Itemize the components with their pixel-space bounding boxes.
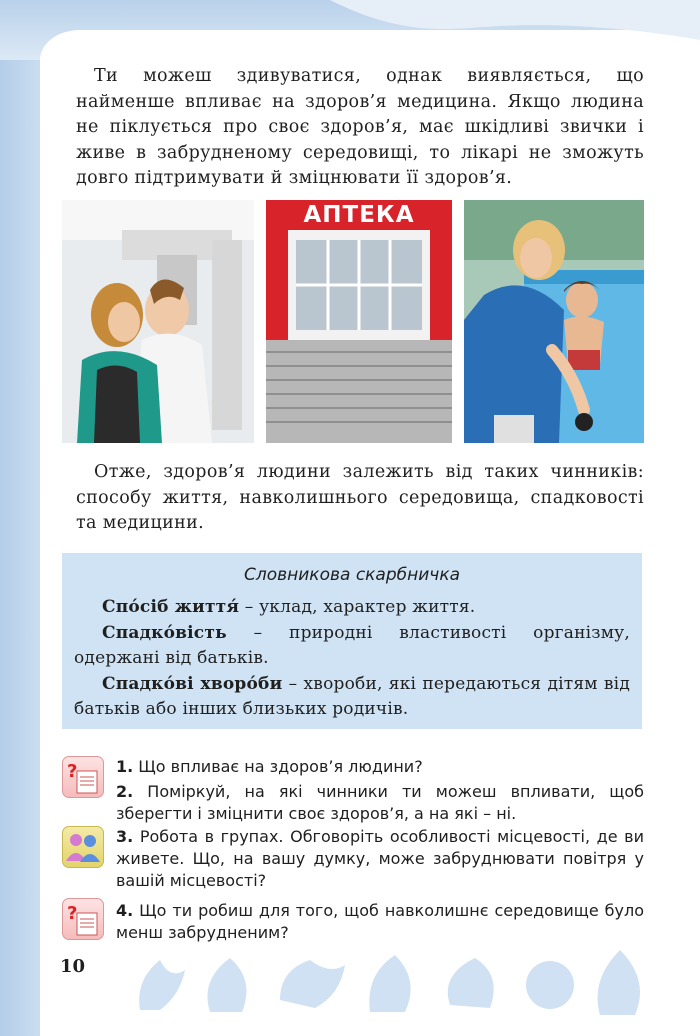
vocabulary-entry xyxy=(74,621,630,672)
intro-paragraph: Ти можеш здивуватися, однак виявляється, що найменше впливає на здоров’я медицина. Якщо людина не піклується про своє здоров’я, має шкідливі звички і живе в забрудненому середовищі, то лікарі не зможуть довго підтримувати й зміцнювати її здоров’я. xyxy=(76,66,644,188)
vocabulary-definition: – уклад, характер життя. xyxy=(239,597,476,617)
svg-text:?: ? xyxy=(67,761,78,782)
vocabulary-definition: – природні властивості організму, одержані від батьків. xyxy=(74,622,630,668)
pharmacy-sign: АПТЕКА xyxy=(303,202,415,228)
vocabulary-definition: – хвороби, які передаються дітям від батьків або інших близьких родичів. xyxy=(74,673,630,719)
photo-hydrotherapy xyxy=(464,200,644,443)
vocabulary-entry xyxy=(74,595,630,621)
svg-text:?: ? xyxy=(67,903,78,924)
vocabulary-title: Словникова скарбничка xyxy=(243,565,461,585)
photo-pharmacy xyxy=(266,200,452,443)
question-book-icon xyxy=(62,898,104,940)
group-work-icon xyxy=(62,826,104,868)
vocabulary-entry xyxy=(74,672,630,723)
vocabulary-term: Спадко́ві хворо́би xyxy=(102,673,283,694)
leaf-silhouette-icon xyxy=(130,940,660,1020)
question-1: 1. Що впливає на здоров’я людини? xyxy=(116,757,423,776)
page-number: 10 xyxy=(60,956,86,977)
vocabulary-term: Спадко́вість xyxy=(102,622,227,643)
vocabulary-term: Спо́сіб життя́ xyxy=(102,597,240,617)
vocabulary-box xyxy=(62,553,642,729)
conclusion-paragraph: Отже, здоров’я людини залежить від таких чинників: способу життя, навколишнього середовища, спадковості та медицини. xyxy=(76,462,644,533)
vocabulary-entries xyxy=(74,595,630,723)
question-2: 2. Поміркуй, на які чинники ти можеш впливати, щоб зберегти і зміцнити своє здоров’я, а на які – ні. xyxy=(116,782,644,823)
question-book-icon xyxy=(62,756,104,798)
question-3: 3. Робота в групах. Обговоріть особливості місцевості, де ви живете. Що, на вашу думку, може забруднювати повітря у вашій місцевості? xyxy=(116,827,644,890)
photo-dental-xray xyxy=(62,200,254,443)
question-4: 4. Що ти робиш для того, щоб навколишнє середовище було менш забрудненим? xyxy=(116,901,644,942)
